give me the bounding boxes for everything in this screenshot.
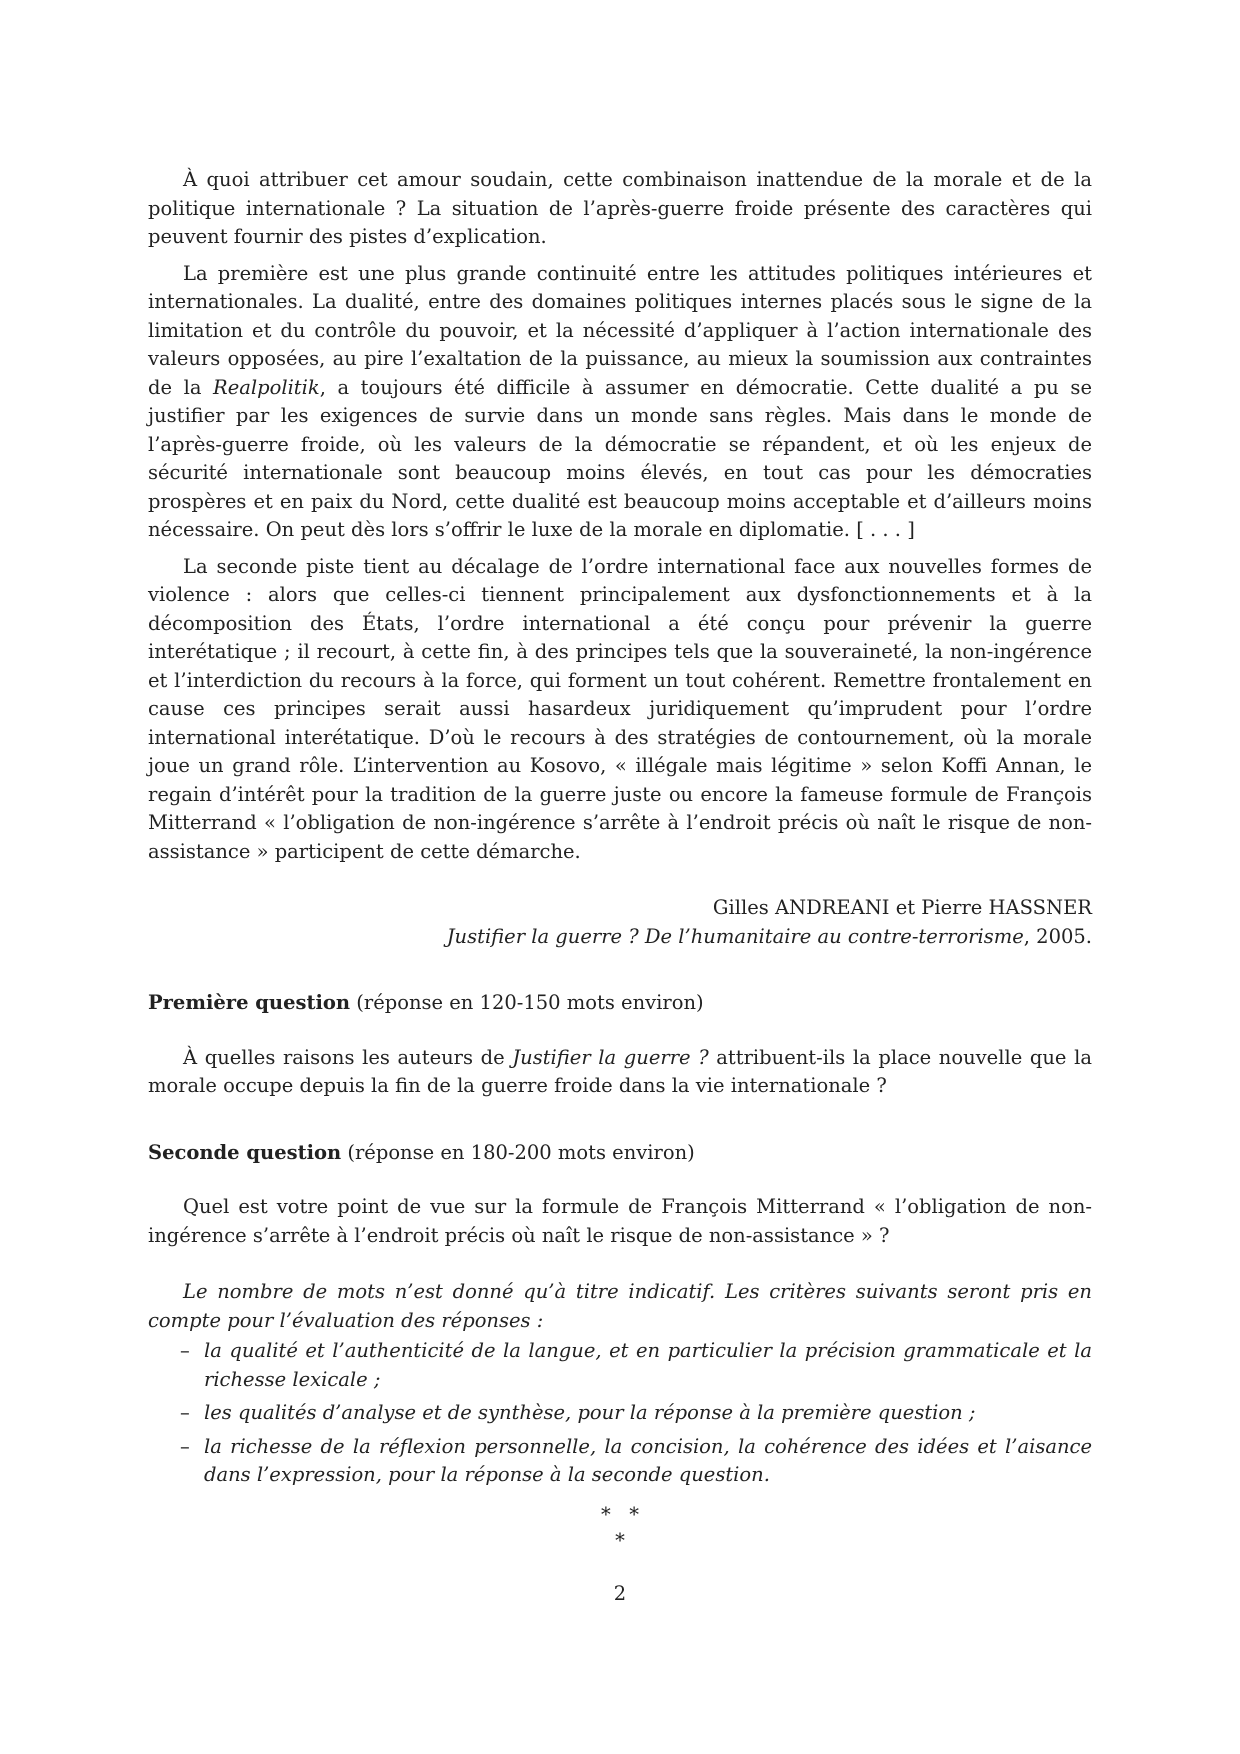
question-1-book-title: Justifier la guerre ? <box>512 1045 709 1069</box>
criteria-item <box>148 1337 1092 1394</box>
question-1-heading <box>148 989 1092 1018</box>
dash-bullet: – <box>180 1434 190 1458</box>
criteria-list <box>148 1337 1092 1490</box>
criteria-text: la qualité et l’authenticité de la langue, et en particulier la précision grammaticale et la richesse lexicale ; <box>204 1339 1092 1391</box>
criteria-text: la richesse de la réflexion personnelle, la concision, la cohérence des idées et l’aisance dans l’expression, pour la réponse à la seconde question. <box>204 1434 1092 1486</box>
question-1-note: (réponse en 120-150 mots environ) <box>350 991 704 1014</box>
book-reference <box>148 923 1092 952</box>
question-1-label: Première question <box>148 991 351 1014</box>
dash-bullet: – <box>180 1339 190 1362</box>
document-page <box>148 166 1092 1554</box>
criteria-item <box>148 1399 1092 1428</box>
evaluation-instructions <box>148 1278 1092 1490</box>
end-asterisks <box>148 1502 1092 1554</box>
question-1-body <box>148 1044 1092 1101</box>
dash-bullet: – <box>180 1401 190 1424</box>
question-1-body-b: attribuent-ils la place nouvelle que la morale occupe depuis la fin de la guerre froide dans la vie internationale ? <box>148 1045 1092 1097</box>
realpolitik-term: Realpolitik <box>213 375 320 399</box>
criteria-item <box>148 1433 1092 1490</box>
question-1-body-a: À quelles raisons les auteurs de <box>183 1045 513 1069</box>
paragraph-3: La seconde piste tient au décalage de l’ordre international face aux nouvelles formes de violence : alors que celles-ci tiennent principalement aux dysfonctionnements et à la décomposition des États, l’ordre international a été conçu pour prévenir la guerre interétatique ; il recourt, à cette fin, à des principes tels que la souveraineté, la non-ingérence et l’interdiction du recours à la force, qui forment un tout cohérent. Remettre frontalement en cause ces principes serait aussi hasardeux juridiquement qu’imprudent pour l’ordre international interétatique. D’où le recours à des stratégies de contournement, où la morale joue un grand rôle. L’intervention au Kosovo, « illégale mais légitime » selon Koffi Annan, le regain d’intérêt pour la tradition de la guerre juste ou encore la fameuse formule de François Mitterrand « l’obligation de non-ingérence s’arrête à l’endroit précis où naît le risque de non-assistance » participent de cette démarche. <box>148 554 1092 863</box>
asterisks-top: * * <box>600 1502 640 1526</box>
source-citation <box>148 894 1092 951</box>
book-year: , 2005. <box>1023 924 1092 948</box>
question-2-label: Seconde question <box>148 1140 342 1164</box>
asterisks-bottom: * <box>615 1528 625 1552</box>
paragraph-2-part-a: La première est une plus grande continuité entre les attitudes politiques intérieures et internationales. La dualité, entre des domaines politiques internes placés sous le signe de la limitation et du contrôle du pouvoir, et la nécessité d’appliquer à l’action internationale des valeurs opposées, au pire l’exaltation de la puissance, au mieux la soumission aux contraintes de la <box>148 261 1092 399</box>
criteria-text: les qualités d’analyse et de synthèse, pour la réponse à la première question ; <box>204 1401 976 1424</box>
page-number: 2 <box>613 1582 627 1605</box>
book-title: Justifier la guerre ? De l’humanitaire au contre-terrorisme <box>446 924 1024 948</box>
paragraph-2 <box>148 260 1092 545</box>
paragraph-1: À quoi attribuer cet amour soudain, cette combinaison inattendue de la morale et de la politique internationale ? La situation de l’après-guerre froide présente des caractères qui peuvent fournir des pistes d’explication. <box>148 168 1092 248</box>
question-2-note: (réponse en 180-200 mots environ) <box>341 1140 695 1164</box>
question-2-heading <box>148 1139 1092 1168</box>
instructions-intro: Le nombre de mots n’est donné qu’à titre indicatif. Les critères suivants seront pris en compte pour l’évaluation des réponses : <box>148 1280 1092 1332</box>
question-2-body: Quel est votre point de vue sur la formule de François Mitterrand « l’obligation de non-ingérence s’arrête à l’endroit précis où naît le risque de non-assistance » ? <box>148 1195 1092 1247</box>
authors: Gilles ANDREANI et Pierre HASSNER <box>712 896 1092 919</box>
paragraph-2-part-b: , a toujours été difficile à assumer en démocratie. Cette dualité a pu se justifier par les exigences de survie dans un monde sans règles. Mais dans le monde de l’après-guerre froide, où les valeurs de la démocratie se répandent, et où les enjeux de sécurité internationale sont beaucoup moins élevés, en tout cas pour les démocraties prospères et en paix du Nord, cette dualité est beaucoup moins acceptable et d’ailleurs moins nécessaire. On peut dès lors s’offrir le luxe de la morale en diplomatie. [ . . . ] <box>148 375 1092 541</box>
